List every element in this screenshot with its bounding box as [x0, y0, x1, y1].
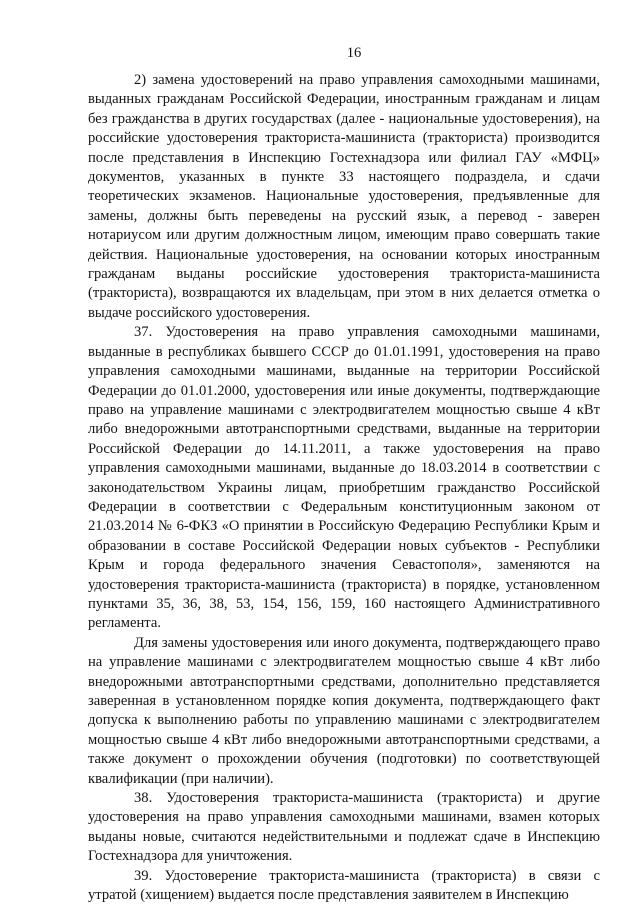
- paragraph-39: 39. Удостоверение тракториста-машиниста (тракториста) в связи с утратой (хищением) выдается после представления заявителем в Инспекцию: [88, 867, 600, 904]
- paragraph-38: 38. Удостоверения тракториста-машиниста (тракториста) и другие удостоверения на право управления самоходными машинами, взамен которых выданы новые, считаются недействительными и подлежат сдаче в Инспекцию Гостехнадзора для уничтожения.: [88, 790, 600, 865]
- paragraph-37: 37. Удостоверения на право управления самоходными машинами, выданные в республиках бывшего СССР до 01.01.1991, удостоверения на право управления самоходными машинами, выданные на территории Российской Федерации до 01.01.2000, удостоверения или иные документы, подтверждающие право на управление машинами с электродвигателем мощностью свыше 4 кВт либо внедорожными автотранспортными средствами, выданные на территории Российской Федерации до 14.11.2011, а также удостоверения на право управления самоходными машинами, выданные до 18.03.2014 в соответствии с законодательством Украины лицам, приобретшим гражданство Российской Федерации в соответствии с Федеральным конституционным законом от 21.03.2014 № 6-ФКЗ «О принятии в Российскую Федерацию Республики Крым и образовании в составе Российской Федерации новых субъектов - Республики Крым и города федерального значения Севастополя», заменяются на удостоверения тракториста-машиниста (тракториста) в порядке, установленном пунктами 35, 36, 38, 53, 154, 156, 159, 160 настоящего Административного регламента.: [88, 324, 600, 632]
- paragraph-item-2-replacement: 2) замена удостоверений на право управления самоходными машинами, выданных гражданам Российской Федерации, иностранным гражданам и лицам без гражданства в других государствах (далее - национальные удостоверения), на российские удостоверения тракториста-машиниста (тракториста) производится после представления в Инспекцию Гостехнадзора или филиал ГАУ «МФЦ» документов, указанных в пункте 33 настоящего подраздела, и сдачи теоретических экзаменов. Национальные удостоверения, предъявленные для замены, должны быть переведены на русский язык, а перевод - заверен нотариусом или другим должностным лицом, имеющим право совершать такие действия. Национальные удостоверения, на основании которых иностранным гражданам выданы российские удостоверения тракториста-машиниста (тракториста), возвращаются их владельцам, при этом в них делается отметка о выдаче российского удостоверения.: [88, 72, 600, 321]
- page-number: 16: [346, 45, 362, 61]
- paragraph-37-continuation: Для замены удостоверения или иного документа, подтверждающего право на управление машинами с электродвигателем мощностью свыше 4 кВт либо внедорожными автотранспортными средствами, дополнительно представляется заверенная в установленном порядке копия документа, подтверждающего факт допуска к выполнению работы по управлению машинами с электродвигателем мощностью свыше 4 кВт либо внедорожными автотранспортными средствами, а также документ о прохождении обучения (подготовки) по соответствующей квалификации (при наличии).: [88, 634, 600, 787]
